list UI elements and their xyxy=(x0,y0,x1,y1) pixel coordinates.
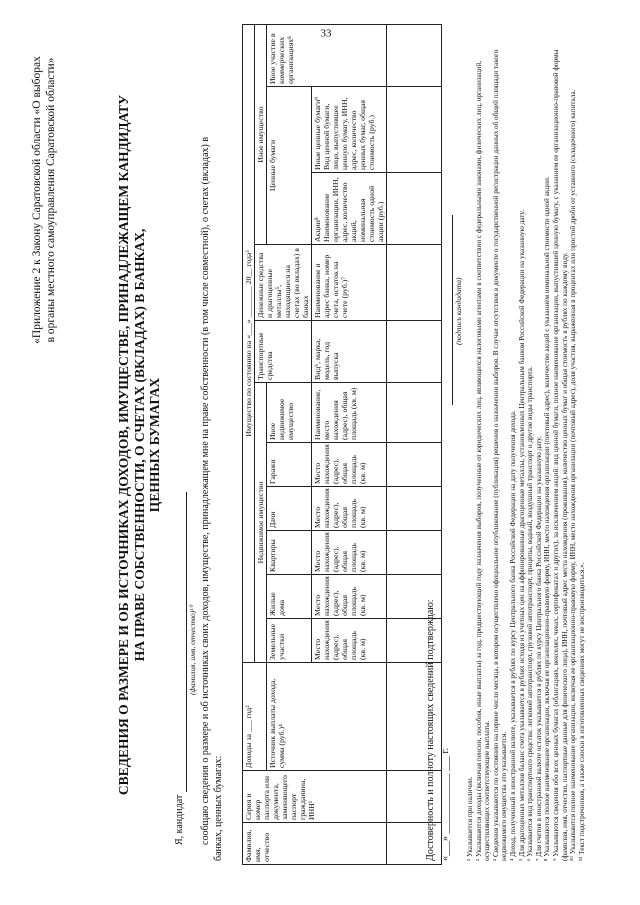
other-securities-desc: Вид ценной бумаги, лицо, выпустившее ценную бумагу, ИНН, адрес, количество ценных бумаг, общая стоимость (руб.) xyxy=(322,97,376,170)
title-line-1: СВЕДЕНИЯ О РАЗМЕРЕ И ОБ ИСТОЧНИКАХ ДОХОДОВ, ИМУЩЕСТВЕ, ПРИНАДЛЕЖАЩЕМ КАНДИДАТУ xyxy=(116,94,131,796)
table-cell[interactable] xyxy=(387,442,442,486)
header-land: Земельные участки xyxy=(267,618,312,662)
header-dacha: Дачи xyxy=(267,486,312,530)
header-income-source: Источник выплаты дохода, сумма (руб.)⁴ xyxy=(267,662,387,770)
property-table xyxy=(242,24,442,865)
table-cell[interactable] xyxy=(387,24,442,86)
header-garage: Гаражи xyxy=(267,442,312,486)
header-property: Имущество по состоянию на «___» ________ 20__ года³ xyxy=(243,24,255,662)
footnote-10: ¹⁰ Указываются полное наименование организации, включая ее организационно-правовую форму, ИНН, место нахождения организации (почтовый адрес), доля участия, выраженная в процентах или простой дроби от уставного (складочного) капитала. xyxy=(569,89,578,861)
footnote-11: ¹¹ Текст подстрочников, а также сноски в изготовленных сведениях могут не воспроизводиться.». xyxy=(577,562,586,861)
appendix-line-1: «Приложение 2 к Закону Саратовской области «О выборах xyxy=(31,56,43,344)
footnote-1: ¹ Указывается при наличии. xyxy=(466,776,474,861)
desc-garage: Место нахождения (адрес), общая площадь (кв. м) xyxy=(312,442,387,486)
desc-other-securities xyxy=(312,86,387,172)
table-cell[interactable] xyxy=(387,86,442,172)
intro-text-2: банках, ценных бумагах: xyxy=(213,755,224,861)
name-caption: (фамилия, имя, отчество)¹⁰ xyxy=(188,605,197,695)
footnote-8: ⁸ Указываются полное наименование организации, включая ее организационно-правовую форму, ИНН, место нахождения организации (почтовый адрес), количество акций с указанием номинальной стоимости одной акции. xyxy=(543,176,552,861)
appendix-line-2: в органы местного самоуправления Саратовской области» xyxy=(45,57,57,343)
header-passport: Серия и номер паспорта или документа, заменяющего паспорт гражданина, ИНН¹ xyxy=(243,771,387,823)
header-securities: Ценные бумаги xyxy=(267,86,312,244)
table-cell[interactable] xyxy=(387,486,442,530)
header-commercial: Иное участие в коммерческих организациях⁸ xyxy=(267,24,387,86)
signature-line[interactable] xyxy=(440,215,453,405)
confirm-date[interactable]: «___» ____________ ___ г. xyxy=(440,748,451,861)
header-fio: Фамилия, имя, отчество xyxy=(243,823,387,865)
desc-shares xyxy=(312,172,387,244)
candidate-name-blank[interactable] xyxy=(174,492,187,792)
desc-other-realestate: Наименование, место нахождения (адрес), общая площадь (кв. м) xyxy=(312,382,387,442)
candidate-prefix: Я, кандидат xyxy=(174,794,185,845)
header-other-property: Иное имущество xyxy=(255,24,267,244)
header-transport: Транспортные средства xyxy=(255,320,312,382)
title-line-3: ЦЕННЫХ БУМАГАХ xyxy=(147,377,162,513)
header-other-realestate: Иное недвижимое имущество xyxy=(267,382,312,442)
footnote-5: ⁵ Для драгоценных металлов баланс счета указывается в рублях исходя из учетных цен на аффинированные драгоценные металлы, установленных Центральным банком Российской Федерации на указанную дату. xyxy=(517,209,526,861)
shares-head: Акции⁸ xyxy=(313,217,322,242)
table-cell[interactable] xyxy=(387,382,442,442)
other-securities-head: Иные ценные бумаги⁹ xyxy=(313,97,322,170)
footnote-9: ⁹ Указываются сведения обо всех ценных бумагах (облигациях, векселях, чеках, сертификатах и других), за исключением акций: вид ценной бумаги, полное наименование организации, выпустившей ценную бумагу, с указанием ее организационно-правовой формы (фамилия, имя, отчество, паспортные данные для физического лица), ИНН, почтовый адрес места нахождения (проживания), количество ценных бумаг и общая стоимость в рублях по каждому виду. xyxy=(551,49,569,861)
desc-dacha: Место нахождения (адрес), общая площадь (кв. м) xyxy=(312,486,387,530)
footnote-6: ⁶ Указывается вид транспортного средства: легковой автотранспорт, грузовой автотранспорт, прицепы, водный, воздушный транспорт и другие виды транспорта. xyxy=(526,366,535,861)
intro-text: сообщаю сведения о размере и об источниках своих доходов, имуществе, принадлежащем мне на праве собственности (в том числе совместной), о счетах (вкладах) в xyxy=(200,136,211,845)
title-line-2: НА ПРАВЕ СОБСТВЕННОСТИ, О СЧЕТАХ (ВКЛАДАХ) В БАНКАХ, xyxy=(131,228,147,662)
table-cell[interactable] xyxy=(387,172,442,244)
table-cell[interactable] xyxy=(387,244,442,320)
desc-transport: Вид⁶, марка, модель, год выпуска xyxy=(312,320,387,382)
candidate-line xyxy=(174,492,187,845)
footnotes xyxy=(466,31,586,861)
desc-flat: Место нахождения (адрес), общая площадь (кв. м) xyxy=(312,530,387,574)
footnote-7: ⁷ Для счетов в иностранной валюте остаток указывается в рублях по курсу Центрального банка Российской Федерации на указанную дату. xyxy=(534,436,543,861)
header-money: Денежные средства и драгоценные металлы⁵, находящиеся на счетах (во вкладах) в банках xyxy=(255,244,312,320)
footnote-4: ⁴ Доход, полученный в иностранной валюте, указывается в рублях по курсу Центрального банка Российской Федерации на дату получения дохода. xyxy=(508,410,517,861)
document-title xyxy=(116,75,163,815)
shares-desc: Наименование организации, ИНН, адрес, количество акций, номинальная стоимость одной акции (руб.) xyxy=(322,177,385,242)
footnote-3: ³ Сведения указываются по состоянию на первое число месяца, в котором осуществлено официальное опубликование (публикация) решения о назначении выборов. В случае отсутствия в документе о государственной регистрации данных об общей площади такого недвижимого имущества это указывается. xyxy=(491,49,509,861)
table-cell[interactable] xyxy=(387,530,442,574)
page-number: 33 xyxy=(320,27,332,40)
rotated-landscape-sheet xyxy=(20,15,620,875)
desc-money: Наименование и адрес банка, номер счета, остаток на счете (руб.)⁷ xyxy=(312,244,387,320)
desc-house: Место нахождения (адрес), общая площадь (кв. м) xyxy=(312,574,387,618)
confirm-text: Достоверность и полноту настоящих сведений подтверждаю: xyxy=(425,599,436,861)
header-house: Жилые дома xyxy=(267,574,312,618)
desc-land: Место нахождения (адрес), общая площадь (кв. м) xyxy=(312,618,387,662)
appendix-header xyxy=(30,25,58,375)
header-flat: Квартиры xyxy=(267,530,312,574)
header-income: Доходы за ___ год² xyxy=(243,662,267,770)
header-realestate: Недвижимое имущество xyxy=(255,382,267,662)
table-cell[interactable] xyxy=(387,320,442,382)
signature-caption: (подпись кандидата) xyxy=(454,277,463,345)
footnote-2: ² Указываются доходы (включая пенсии, пособия, иные выплаты) за год, предшествующий году назначения выборов, полученные от юридических лиц, являющихся налоговыми агентами в соответствии с федеральными законами, физических лиц, организаций, осуществляющих соответствующие выплаты. xyxy=(474,60,492,861)
